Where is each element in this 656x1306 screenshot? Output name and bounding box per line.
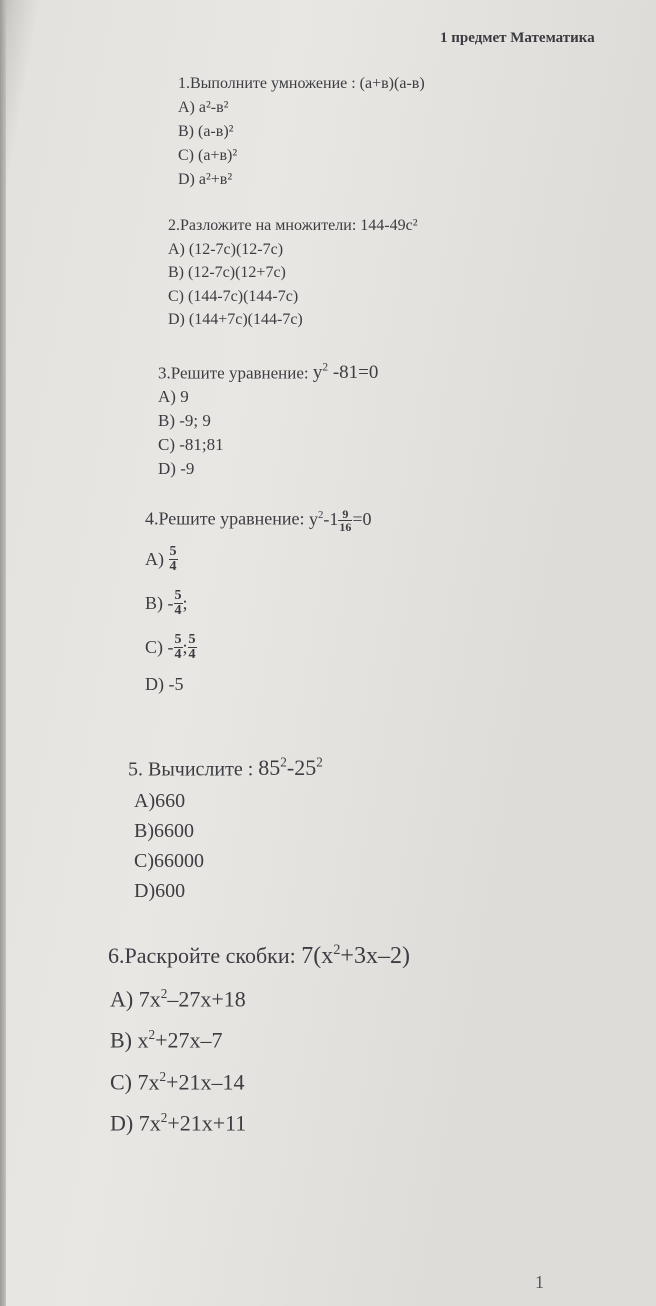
question-2: [168, 214, 418, 332]
question-4-fraction: $\frac{9}{16}$: [339, 507, 352, 534]
page-number: 1: [535, 1272, 544, 1292]
question-1-option-c: С) (а+в)²: [178, 147, 238, 164]
question-6-expression: $7(x^2+3x-2)$: [301, 942, 410, 969]
question-4-option-c: С) - $\frac{5}{4}$ ; $\frac{5}{4}$: [145, 631, 196, 662]
question-2-option-b: В) (12-7с)(12+7с): [168, 264, 286, 281]
question-3-title-text: 3.Решите уравнение:: [158, 363, 309, 383]
question-5-expression: $85^2-25^2$: [258, 755, 323, 781]
question-6-title: [108, 932, 410, 974]
question-3-equation: $y^2$ -81=0: [312, 362, 379, 384]
question-6-option-d: D) $7x^2+21x+11$: [110, 1109, 247, 1136]
question-6-option-b: В) $x^2+27x-7$: [110, 1027, 223, 1053]
question-4: [145, 508, 372, 699]
paper-edge: [0, 0, 6, 1306]
question-6-title-text: 6.Раскройте скобки:: [108, 943, 296, 968]
question-5-title: [128, 748, 323, 784]
question-5-title-text: 5. Вычислите :: [128, 758, 254, 781]
question-5-option-a: А)660: [134, 790, 186, 813]
question-2-option-d: D) (144+7с)(144-7с): [168, 311, 303, 328]
question-1: [178, 72, 425, 192]
question-3-title: [158, 356, 378, 385]
question-5-option-c: С)66000: [134, 850, 204, 873]
question-3: [158, 356, 378, 481]
question-4-option-a: А) $\frac{5}{4}$: [145, 543, 177, 574]
page-header: 1 предмет Математика: [440, 30, 595, 46]
question-5-option-d: D)600: [134, 880, 186, 903]
question-4-title: [145, 508, 372, 533]
question-3-option-c: С) -81;81: [158, 435, 224, 455]
question-4-title-text: 4.Решите уравнение:: [145, 508, 305, 529]
question-4-option-b: В) - $\frac{5}{4}$ ;: [145, 587, 188, 618]
question-6: [108, 932, 410, 1141]
question-2-option-a: А) (12-7с)(12-7с): [168, 240, 284, 258]
question-3-option-d: D) -9: [158, 459, 195, 479]
question-2-title: 2.Разложите на множители: 144-49с²: [168, 217, 418, 234]
question-6-option-a: А) $7x^2-27x+18$: [110, 986, 246, 1012]
question-4-equation: $y^2-1$ $\frac{9}{16}$ =0: [308, 507, 372, 534]
question-5-option-b: В)6600: [134, 820, 194, 843]
question-4-option-d: D) -5: [145, 673, 184, 694]
question-1-option-b: В) (а-в)²: [178, 123, 234, 140]
question-1-title: 1.Выполните умножение : (а+в)(а-в): [178, 75, 425, 92]
question-5: [128, 748, 323, 906]
question-1-option-d: D) а²+в²: [178, 171, 233, 188]
question-6-option-c: С) $7x^2+21x-14$: [110, 1068, 245, 1094]
question-3-option-b: В) -9; 9: [158, 411, 211, 431]
question-1-option-a: А) а²-в²: [178, 99, 229, 116]
question-3-option-a: А) 9: [158, 387, 189, 407]
question-2-option-c: С) (144-7с)(144-7с): [168, 287, 299, 305]
